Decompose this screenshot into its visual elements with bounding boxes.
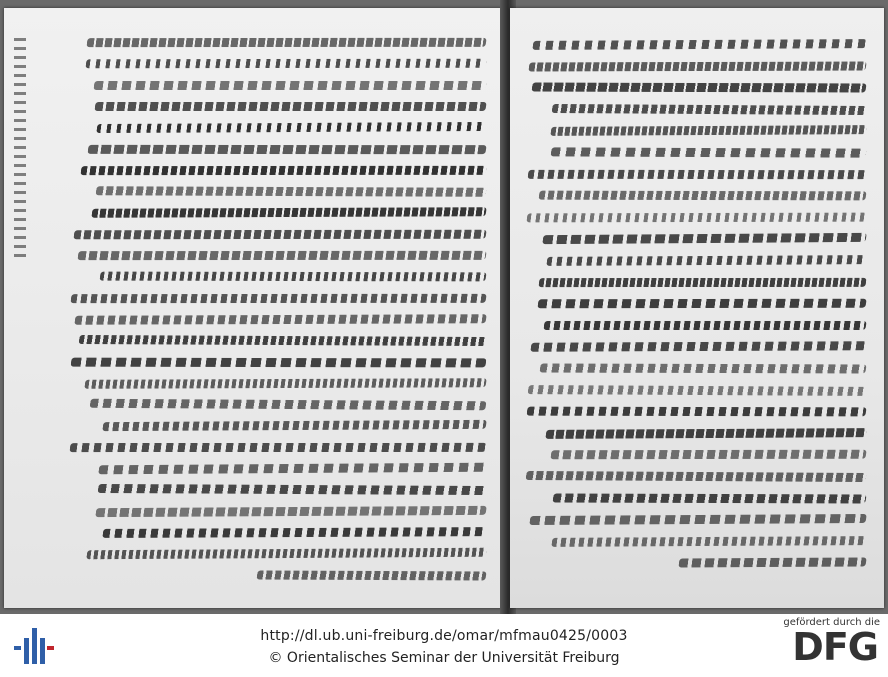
manuscript-text-line	[74, 314, 486, 325]
manuscript-text-line	[678, 558, 866, 568]
manuscript-text-line	[539, 364, 866, 374]
manuscript-text-line	[87, 144, 486, 153]
manuscript-text-line	[80, 166, 486, 175]
manuscript-text-line	[78, 335, 486, 346]
manuscript-text-line	[550, 147, 866, 157]
manuscript-text-line	[77, 251, 486, 260]
manuscript-text-line	[551, 536, 866, 547]
manuscript-text-line	[532, 39, 866, 50]
manuscript-text-line	[529, 514, 866, 525]
manuscript-text-line	[527, 169, 866, 178]
manuscript-text-line	[538, 277, 866, 286]
manuscript-text-line	[73, 229, 486, 239]
dfg-logo: DFG	[792, 625, 878, 669]
manuscript-text-line	[526, 407, 866, 417]
manuscript-text-line	[86, 548, 487, 559]
manuscript-text-line	[95, 505, 487, 516]
manuscript-text-line	[530, 342, 866, 352]
viewer-footer	[0, 614, 888, 677]
manuscript-text-line	[69, 443, 486, 452]
manuscript-text-line	[85, 59, 486, 68]
manuscript-text-line	[537, 299, 866, 309]
manuscript-text-line	[70, 293, 486, 302]
manuscript-page-right	[4, 8, 504, 608]
manuscript-text-line	[97, 484, 486, 495]
manuscript-text-line	[552, 493, 866, 503]
marginal-gloss	[14, 38, 26, 258]
manuscript-text-line	[256, 570, 486, 580]
manuscript-text-line	[98, 463, 487, 475]
manuscript-text-line	[550, 450, 866, 459]
manuscript-text-line	[95, 186, 486, 196]
manuscript-text-line	[545, 428, 866, 439]
manuscript-text-line	[525, 471, 866, 482]
manuscript-text-line	[543, 321, 866, 330]
manuscript-text-line	[526, 212, 866, 222]
manuscript-text-line	[94, 102, 486, 111]
manuscript-text-line	[102, 420, 487, 431]
document-url-link[interactable]: http://dl.ub.uni-freiburg.de/omar/mfmau0425/0003	[260, 628, 628, 644]
sponsor-caption: gefördert durch die	[783, 617, 880, 628]
manuscript-text-line	[102, 527, 486, 538]
manuscript-text-line	[99, 272, 486, 282]
manuscript-text-line	[531, 83, 866, 93]
manuscript-text-line	[542, 233, 867, 244]
manuscript-text-line	[91, 208, 486, 218]
manuscript-text-line	[86, 38, 486, 47]
manuscript-text-line	[551, 104, 866, 115]
manuscript-text-line	[550, 126, 866, 137]
manuscript-text-line	[90, 399, 487, 411]
manuscript-text-line	[546, 255, 866, 266]
manuscript-text-line	[84, 378, 486, 389]
manuscript-text-line	[93, 81, 486, 90]
manuscript-text-line	[528, 61, 866, 71]
manuscript-page-left	[510, 8, 884, 608]
manuscript-text-line	[538, 191, 866, 201]
manuscript-text-line	[527, 385, 866, 396]
manuscript-text-line	[70, 357, 486, 367]
manuscript-text-line	[96, 122, 486, 133]
copyright-notice: © Orientalisches Seminar der Universität Freiburg	[268, 650, 620, 666]
